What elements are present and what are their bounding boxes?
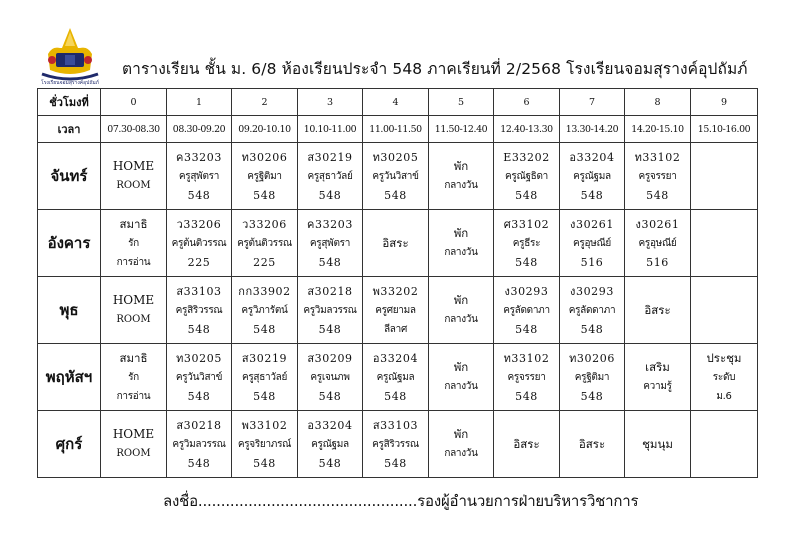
period-number: 5	[429, 89, 494, 116]
schedule-cell-break	[429, 277, 494, 344]
period-number: 2	[232, 89, 298, 116]
homeroom-text: ROOM	[116, 448, 151, 459]
schedule-cell-class	[298, 143, 363, 210]
activity-text: ม.6	[716, 390, 732, 402]
room-number: 548	[384, 389, 407, 403]
schedule-cell-empty	[691, 210, 758, 277]
room-number: 548	[253, 322, 276, 336]
course-code: ท33102	[503, 351, 550, 365]
schedule-cell-class	[560, 210, 625, 277]
course-code: ง30261	[635, 217, 680, 231]
course-code: พ33102	[241, 418, 288, 432]
teacher-name: ครูศยามล	[375, 304, 416, 316]
time-range: 07.30-08.30	[101, 116, 167, 143]
day-label: พฤหัสฯ	[38, 344, 101, 411]
time-header-row	[38, 116, 758, 143]
schedule-cell-class	[232, 210, 298, 277]
day-row	[38, 210, 758, 277]
schedule-cell-class	[560, 277, 625, 344]
schedule-cell-activity	[101, 210, 167, 277]
activity-text: ความรู้	[643, 381, 672, 392]
teacher-name: ครูธีระ	[512, 237, 541, 249]
activity-text: สมาธิ	[119, 350, 148, 365]
time-range: 11.50-12.40	[429, 116, 494, 143]
activity-text: เสริม	[645, 360, 670, 374]
room-number: 516	[646, 255, 669, 269]
teacher-name: ครูจรรยา	[507, 371, 546, 383]
schedule-cell-break	[429, 210, 494, 277]
lunch-break-text: กลางวัน	[444, 247, 478, 258]
course-code: ง30293	[570, 284, 614, 298]
teacher-name: ครูลัดดาภา	[568, 304, 616, 316]
teacher-name: ครูวันวิสาข์	[372, 170, 419, 182]
teacher-name: ครูสุธาวัลย์	[307, 170, 353, 182]
schedule-cell-class	[363, 411, 429, 478]
schedule-cell-activity	[494, 411, 560, 478]
schedule-cell-class	[625, 210, 691, 277]
schedule-cell-class	[167, 344, 232, 411]
schedule-cell-empty	[691, 277, 758, 344]
period-number: 9	[691, 89, 758, 116]
schedule-cell-break	[429, 344, 494, 411]
day-row	[38, 277, 758, 344]
lunch-break-text: พัก	[453, 293, 469, 307]
time-range: 13.30-14.20	[560, 116, 625, 143]
room-number: 548	[646, 188, 669, 202]
activity-text: ประชุม	[706, 350, 742, 365]
teacher-name: ครูอุษณีย์	[573, 237, 611, 249]
school-logo	[38, 26, 102, 86]
schedule-cell-class	[298, 210, 363, 277]
lunch-break-text: กลางวัน	[444, 180, 478, 191]
schedule-cell-activity	[363, 210, 429, 277]
room-number: 548	[384, 188, 407, 202]
schedule-cell-class	[363, 143, 429, 210]
room-number: 548	[515, 255, 538, 269]
day-label: จันทร์	[38, 143, 101, 210]
course-code: พ33202	[372, 284, 419, 298]
course-code: ส33103	[372, 418, 419, 432]
course-code: อ33204	[307, 418, 353, 432]
time-range: 11.00-11.50	[363, 116, 429, 143]
period-header-row	[38, 89, 758, 116]
homeroom-text: ROOM	[116, 314, 151, 325]
schedule-cell-activity	[691, 344, 758, 411]
teacher-name: ครูเจนภพ	[310, 371, 350, 383]
room-number: 548	[318, 255, 342, 269]
day-label: ศุกร์	[38, 411, 101, 478]
schedule-cell-class	[494, 344, 560, 411]
teacher-name: ครูสิริวรรณ	[372, 438, 419, 450]
period-number: 0	[101, 89, 167, 116]
school-emblem-icon	[38, 26, 102, 86]
lunch-break-text: พัก	[453, 360, 469, 374]
schedule-cell-break	[429, 411, 494, 478]
day-row	[38, 344, 758, 411]
period-number: 6	[494, 89, 560, 116]
room-number: 225	[187, 255, 211, 269]
room-number: 548	[187, 188, 211, 202]
teacher-name: ครูณัฐธิดา	[505, 170, 548, 182]
room-number: 548	[515, 188, 538, 202]
teacher-name: ครูลัดดาภา	[503, 304, 550, 316]
activity-text: อิสระ	[644, 302, 671, 317]
teacher-name: ครูสุธาวัลย์	[241, 371, 288, 383]
schedule-cell-class	[232, 143, 298, 210]
room-number: 548	[515, 322, 538, 336]
schedule-cell-class	[494, 210, 560, 277]
schedule-cell-class	[560, 344, 625, 411]
activity-text: การอ่าน	[116, 390, 151, 402]
period-label: ชั่วโมงที่	[38, 89, 101, 116]
room-number: 548	[580, 188, 604, 202]
period-number: 8	[625, 89, 691, 116]
schedule-cell-class	[494, 277, 560, 344]
room-number: 548	[384, 456, 407, 470]
schedule-cell-class	[298, 411, 363, 478]
course-code: ค33203	[307, 217, 353, 231]
time-label: เวลา	[38, 116, 101, 143]
schedule-cell-class	[232, 411, 298, 478]
homeroom-text: HOME	[112, 427, 155, 441]
schedule-cell-class	[363, 277, 429, 344]
day-label: อังคาร	[38, 210, 101, 277]
room-number: ลีลาศ	[383, 323, 408, 335]
course-code: ท30206	[569, 351, 615, 365]
teacher-name: ครูณัฐมล	[311, 438, 349, 450]
room-number: 548	[318, 322, 342, 336]
course-code: อ33204	[569, 150, 615, 164]
teacher-name: ครูวิภารัตน์	[241, 304, 288, 316]
schedule-table	[37, 88, 758, 478]
course-code: ค33203	[176, 150, 222, 164]
room-number: 548	[580, 389, 604, 403]
schedule-cell-class	[298, 277, 363, 344]
schedule-cell-class	[363, 344, 429, 411]
lunch-break-text: พัก	[453, 226, 469, 240]
schedule-cell-home	[101, 277, 167, 344]
course-code: E33202	[503, 150, 550, 164]
schedule-cell-activity	[560, 411, 625, 478]
course-code: ส30219	[307, 150, 353, 164]
activity-text: สมาธิ	[119, 216, 148, 231]
schedule-cell-home	[101, 411, 167, 478]
schedule-cell-class	[167, 210, 232, 277]
course-code: ว33206	[176, 217, 222, 231]
room-number: 548	[187, 322, 211, 336]
course-code: ง30293	[504, 284, 549, 298]
schedule-cell-activity	[101, 344, 167, 411]
teacher-name: ครูสุพัตรา	[309, 237, 351, 249]
lunch-break-text: พัก	[453, 427, 469, 441]
course-code: อ33204	[372, 351, 419, 365]
schedule-cell-class	[560, 143, 625, 210]
time-range: 08.30-09.20	[167, 116, 232, 143]
schedule-cell-class	[232, 277, 298, 344]
room-number: 548	[253, 456, 276, 470]
room-number: 548	[515, 389, 538, 403]
period-number: 4	[363, 89, 429, 116]
course-code: ส33103	[176, 284, 222, 298]
teacher-name: ครูสุพัตรา	[178, 170, 220, 182]
activity-text: อิสระ	[513, 436, 540, 451]
day-label: พุธ	[38, 277, 101, 344]
activity-text: อิสระ	[382, 235, 409, 250]
course-code: ท30206	[241, 150, 288, 164]
activity-text: อิสระ	[578, 436, 606, 451]
teacher-name: ครูอุษณีย์	[638, 237, 677, 249]
schedule-cell-empty	[691, 411, 758, 478]
room-number: 225	[253, 255, 276, 269]
course-code: ส30209	[307, 351, 353, 365]
schedule-cell-class	[232, 344, 298, 411]
teacher-name: ครูวิมลวรรณ	[303, 304, 357, 316]
time-range: 12.40-13.30	[494, 116, 560, 143]
schedule-cell-home	[101, 143, 167, 210]
teacher-name: ครูฐิติมา	[574, 371, 610, 383]
course-code: กก33902	[238, 284, 291, 298]
signature-line: ลงชื่อ................................................รองผู้อำนวยการฝ่ายบริหารวิชาการ	[163, 492, 639, 510]
schedule-cell-class	[167, 277, 232, 344]
teacher-name: ครูวันวิสาข์	[175, 371, 223, 383]
schedule-cell-activity	[625, 411, 691, 478]
room-number: 548	[253, 389, 276, 403]
room-number: 548	[318, 456, 342, 470]
period-number: 3	[298, 89, 363, 116]
room-number: 548	[253, 188, 276, 202]
activity-text: ชุมนุม	[642, 436, 673, 451]
time-range: 15.10-16.00	[691, 116, 758, 143]
svg-text:โรงเรียนจอมสุรางค์อุปถัมภ์: โรงเรียนจอมสุรางค์อุปถัมภ์	[41, 80, 99, 86]
homeroom-text: ROOM	[116, 180, 151, 191]
time-range: 09.20-10.10	[232, 116, 298, 143]
room-number: 548	[318, 389, 342, 403]
teacher-name: ครูจริยาภรณ์	[237, 438, 292, 450]
schedule-cell-empty	[691, 143, 758, 210]
schedule-cell-class	[167, 411, 232, 478]
course-code: ส30219	[241, 351, 288, 365]
lunch-break-text: กลางวัน	[444, 314, 478, 325]
course-code: ท33102	[634, 150, 681, 164]
page-title: ตารางเรียน ชั้น ม. 6/8 ห้องเรียนประจำ 548 ภาคเรียนที่ 2/2568 โรงเรียนจอมสุรางค์อุปถัมภ์	[122, 60, 748, 78]
course-code: ท30205	[176, 351, 222, 365]
activity-text: ระดับ	[712, 371, 736, 383]
room-number: 548	[187, 389, 211, 403]
course-code: ศ33102	[503, 217, 550, 231]
teacher-name: ครูจรรยา	[638, 170, 677, 182]
time-range: 10.10-11.00	[298, 116, 363, 143]
course-code: ส30218	[176, 418, 222, 432]
course-code: ท30205	[372, 150, 419, 164]
time-range: 14.20-15.10	[625, 116, 691, 143]
teacher-name: ครูสิริวรรณ	[175, 304, 223, 316]
course-code: ง30261	[570, 217, 614, 231]
activity-text: รัก	[128, 371, 139, 383]
day-row	[38, 411, 758, 478]
teacher-name: ครูณัฐมล	[376, 371, 415, 383]
schedule-cell-class	[625, 143, 691, 210]
teacher-name: ครูต้นติวรรณ	[171, 237, 227, 249]
course-code: ส30218	[307, 284, 353, 298]
activity-text: การอ่าน	[116, 256, 151, 268]
schedule-cell-class	[167, 143, 232, 210]
lunch-break-text: กลางวัน	[444, 448, 478, 459]
room-number: 516	[580, 255, 604, 269]
activity-text: รัก	[128, 237, 139, 249]
period-number: 1	[167, 89, 232, 116]
schedule-cell-activity	[625, 344, 691, 411]
schedule-cell-class	[494, 143, 560, 210]
teacher-name: ครูต้นติวรรณ	[237, 237, 292, 249]
teacher-name: ครูณัฐมล	[573, 170, 611, 182]
room-number: 548	[318, 188, 342, 202]
room-number: 548	[187, 456, 211, 470]
lunch-break-text: กลางวัน	[444, 381, 478, 392]
day-row	[38, 143, 758, 210]
teacher-name: ครูฐิติมา	[247, 170, 282, 182]
period-number: 7	[560, 89, 625, 116]
schedule-cell-activity	[625, 277, 691, 344]
homeroom-text: HOME	[112, 293, 155, 307]
teacher-name: ครูวิมลวรรณ	[172, 438, 226, 450]
room-number: 548	[580, 322, 604, 336]
lunch-break-text: พัก	[453, 159, 469, 173]
schedule-cell-class	[298, 344, 363, 411]
course-code: ว33206	[242, 217, 287, 231]
homeroom-text: HOME	[112, 159, 155, 173]
schedule-cell-break	[429, 143, 494, 210]
